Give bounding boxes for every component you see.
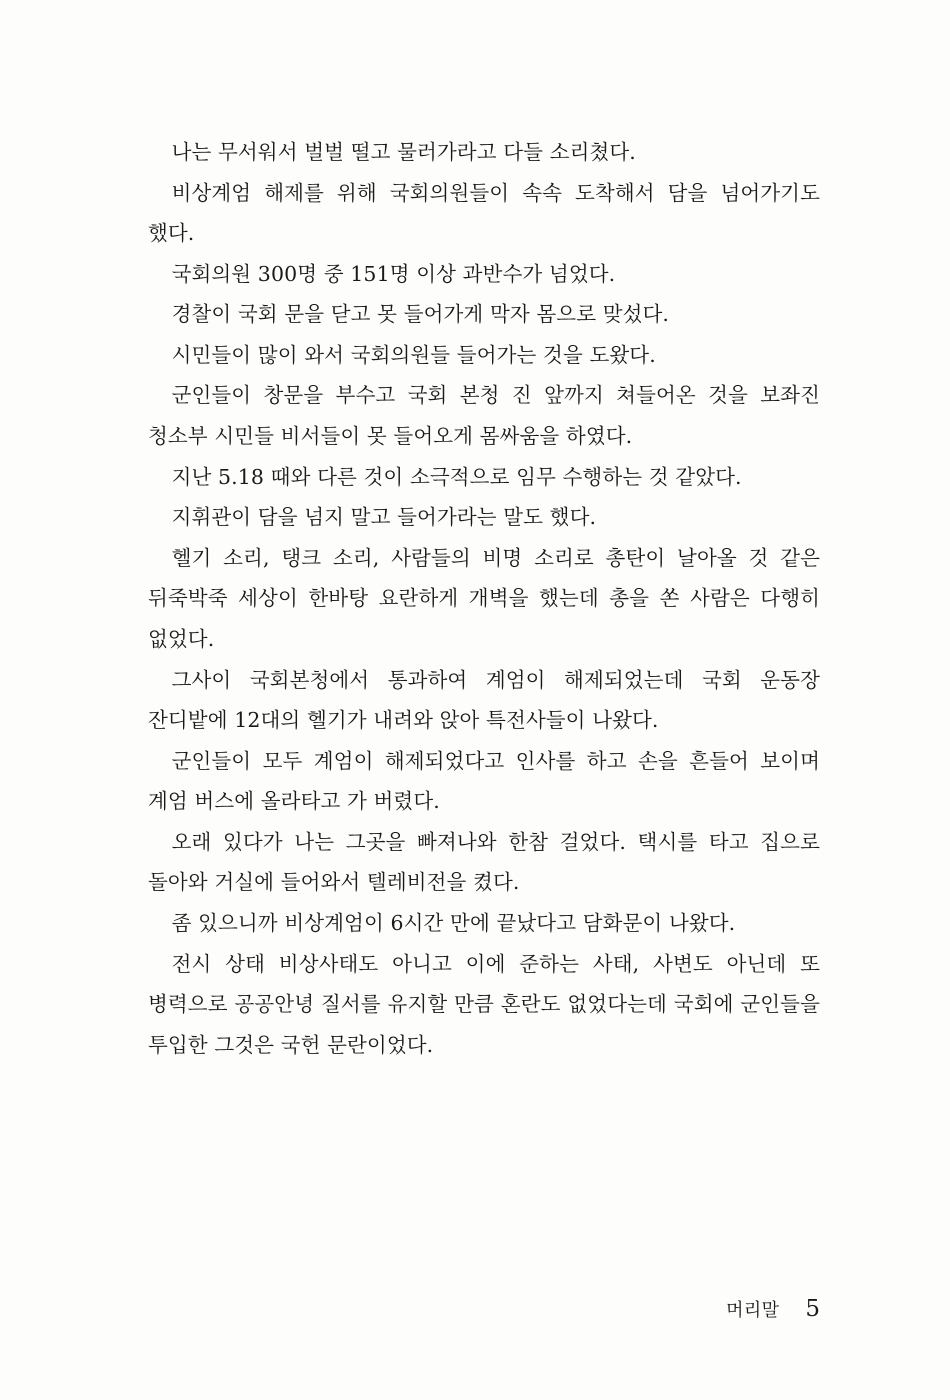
page-number: 5 xyxy=(805,1296,820,1322)
paragraph: 나는 무서워서 벌벌 떨고 물러가라고 다들 소리쳤다. xyxy=(171,140,636,164)
paragraph: 지휘관이 담을 넘지 말고 들어가라는 말도 했다. xyxy=(171,505,597,530)
paragraph: 전시 상태 비상사태도 아니고 이에 준하는 사태, 사변도 아닌데 또 병력으로 공공안녕 질서를 유지할 만큼 혼란도 없었다는데 국회에 군인들을 투입한 그것은 국헌 문란이었다. xyxy=(148,951,820,1057)
paragraph: 그사이 국회본청에서 통과하여 계엄이 해제되었는데 국회 운동장 잔디밭에 12대의 헬기가 내려와 앉아 특전사들이 나왔다. xyxy=(148,667,820,733)
body-text xyxy=(148,132,820,1065)
paragraph: 국회의원 300명 중 151명 이상 과반수가 넘었다. xyxy=(171,261,616,286)
footer-section-label: 머리말 xyxy=(726,1300,780,1321)
paragraph: 비상계엄 해제를 위해 국회의원들이 속속 도착해서 담을 넘어가기도 했다. xyxy=(148,180,820,246)
paragraph: 시민들이 많이 와서 국회의원들 들어가는 것을 도왔다. xyxy=(171,342,656,367)
paragraph: 좀 있으니까 비상계엄이 6시간 만에 끝났다고 담화문이 나왔다. xyxy=(171,910,736,935)
paragraph: 지난 5.18 때와 다른 것이 소극적으로 임무 수행하는 것 같았다. xyxy=(171,464,742,489)
paragraph: 군인들이 모두 계엄이 해제되었다고 인사를 하고 손을 흔들어 보이며 계엄 버스에 올라타고 가 버렸다. xyxy=(148,748,820,814)
paragraph: 오래 있다가 나는 그곳을 빠져나와 한참 걸었다. 택시를 타고 집으로 돌아와 거실에 들어와서 텔레비전을 켰다. xyxy=(148,829,820,895)
paragraph: 군인들이 창문을 부수고 국회 본청 진 앞까지 쳐들어온 것을 보좌진 청소부 시민들 비서들이 못 들어오게 몸싸움을 하였다. xyxy=(148,383,820,449)
page-footer xyxy=(148,1296,820,1322)
paragraph: 헬기 소리, 탱크 소리, 사람들의 비명 소리로 총탄이 날아올 것 같은 뒤죽박죽 세상이 한바탕 요란하게 개벽을 했는데 총을 쏜 사람은 다행히 없었다. xyxy=(148,545,820,651)
paragraph: 경찰이 국회 문을 닫고 못 들어가게 막자 몸으로 맞섰다. xyxy=(171,302,670,327)
